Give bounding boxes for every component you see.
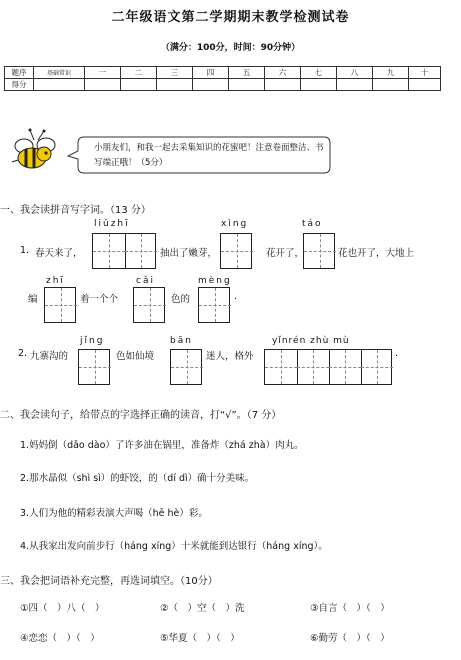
score-input-cell[interactable]	[337, 79, 373, 91]
score-cell: 八	[337, 67, 373, 79]
writing-grid[interactable]	[78, 349, 110, 385]
score-input-cell[interactable]	[229, 79, 265, 91]
score-input-cell[interactable]	[409, 79, 441, 91]
writing-grid[interactable]	[170, 349, 202, 385]
question-item: 1.妈妈倒（dǎo dào）了许多油在锅里，准备炸（zhá zhà）肉丸。	[20, 440, 304, 451]
score-input-cell[interactable]	[301, 79, 337, 91]
section3-heading: 三、我会把词语补充完整，再选词填空。（10分）	[0, 576, 218, 587]
question-text: 编	[28, 294, 38, 305]
score-input-cell[interactable]	[193, 79, 229, 91]
question-text: 九寨沟的	[30, 351, 69, 362]
fill-blank-item[interactable]: ④恋恋（ ）（ ）	[20, 633, 100, 644]
question-number: 1.	[20, 245, 30, 256]
writing-grid[interactable]	[220, 233, 252, 269]
fill-blank-item[interactable]: ⑥勤劳（ ）（ ）	[310, 633, 390, 644]
writing-grid[interactable]	[133, 287, 165, 323]
writing-grid[interactable]	[44, 287, 76, 323]
pinyin: liǔzhī	[94, 219, 130, 229]
question-item: 4.从我家出发向前步行（háng xíng）十米就能到达银行（háng xíng）。	[20, 541, 328, 552]
question-text: 花也开了，大地上	[338, 248, 415, 259]
score-table-score-row	[5, 79, 441, 91]
section2-heading: 二、我会读句子，给带点的字选择正确的读音，打“√”。（7 分）	[0, 410, 282, 421]
pinyin: zhī	[46, 276, 65, 286]
score-table	[4, 66, 441, 91]
score-input-cell[interactable]	[34, 79, 85, 91]
fill-blank-item[interactable]: ①四（ ）八（ ）	[20, 603, 105, 614]
score-input-cell[interactable]	[157, 79, 193, 91]
bee-icon	[4, 128, 64, 178]
fill-blank-item[interactable]: ②（ ）空（ ）洗	[160, 603, 245, 614]
pinyin: jǐng	[80, 336, 105, 346]
score-cell: 二	[121, 67, 157, 79]
score-cell: 三	[157, 67, 193, 79]
score-cell: 九	[373, 67, 409, 79]
pinyin: xìng	[221, 219, 249, 229]
writing-grid[interactable]	[264, 349, 392, 385]
score-cell: 七	[301, 67, 337, 79]
section1-heading: 一、我会读拼音写字词。（13 分）	[0, 205, 151, 216]
pinyin: cǎi	[136, 276, 155, 286]
question-item: 2.那水晶似（shì sì）的虾饺，的（dí dì）确十分美味。	[20, 473, 255, 484]
question-text: 春天来了，	[35, 248, 83, 259]
page-subtitle: （满分：100分，时间：90分钟）	[160, 43, 301, 53]
intro-text: 小朋友们，和我一起去采集知识的花蜜吧！注意卷面整洁、书写端正哦！（5分）	[94, 143, 324, 168]
question-text: 着一个个	[80, 294, 119, 305]
pinyin: yǐnrén zhù mù	[272, 336, 350, 346]
pinyin: táo	[302, 219, 323, 229]
score-table-header-row	[5, 67, 441, 79]
writing-grid[interactable]	[92, 233, 156, 269]
question-text: 抽出了嫩芽，	[160, 248, 218, 259]
score-input-cell[interactable]	[265, 79, 301, 91]
score-cell: 四	[193, 67, 229, 79]
score-cell: 六	[265, 67, 301, 79]
fill-blank-item[interactable]: ③自言（ ）（ ）	[310, 603, 390, 614]
score-cell: 五	[229, 67, 265, 79]
score-cell: 十	[409, 67, 441, 79]
question-text: 色的	[171, 294, 191, 305]
writing-grid[interactable]	[303, 233, 335, 269]
score-cell: 基础常识	[34, 67, 85, 79]
fill-blank-item[interactable]: ⑤华夏（ ）（ ）	[160, 633, 240, 644]
question-number: 2.	[18, 348, 28, 359]
question-text: 花开了，	[266, 248, 305, 259]
question-item: 3.人们为他的精彩表演大声喝（hē hè）彩。	[20, 508, 208, 519]
score-input-cell[interactable]	[85, 79, 121, 91]
writing-grid[interactable]	[198, 287, 230, 323]
page-title: 二年级语文第二学期期末教学检测试卷	[111, 10, 350, 25]
score-row-label: 得分	[5, 79, 34, 91]
score-cell: 题序	[5, 67, 34, 79]
score-input-cell[interactable]	[121, 79, 157, 91]
question-text: 迷人，格外	[206, 351, 254, 362]
score-input-cell[interactable]	[373, 79, 409, 91]
pinyin: bān	[170, 336, 193, 346]
question-text: 色如仙境	[116, 351, 155, 362]
question-text: .	[234, 291, 238, 302]
score-cell: 一	[85, 67, 121, 79]
pinyin: mèng	[198, 276, 232, 286]
